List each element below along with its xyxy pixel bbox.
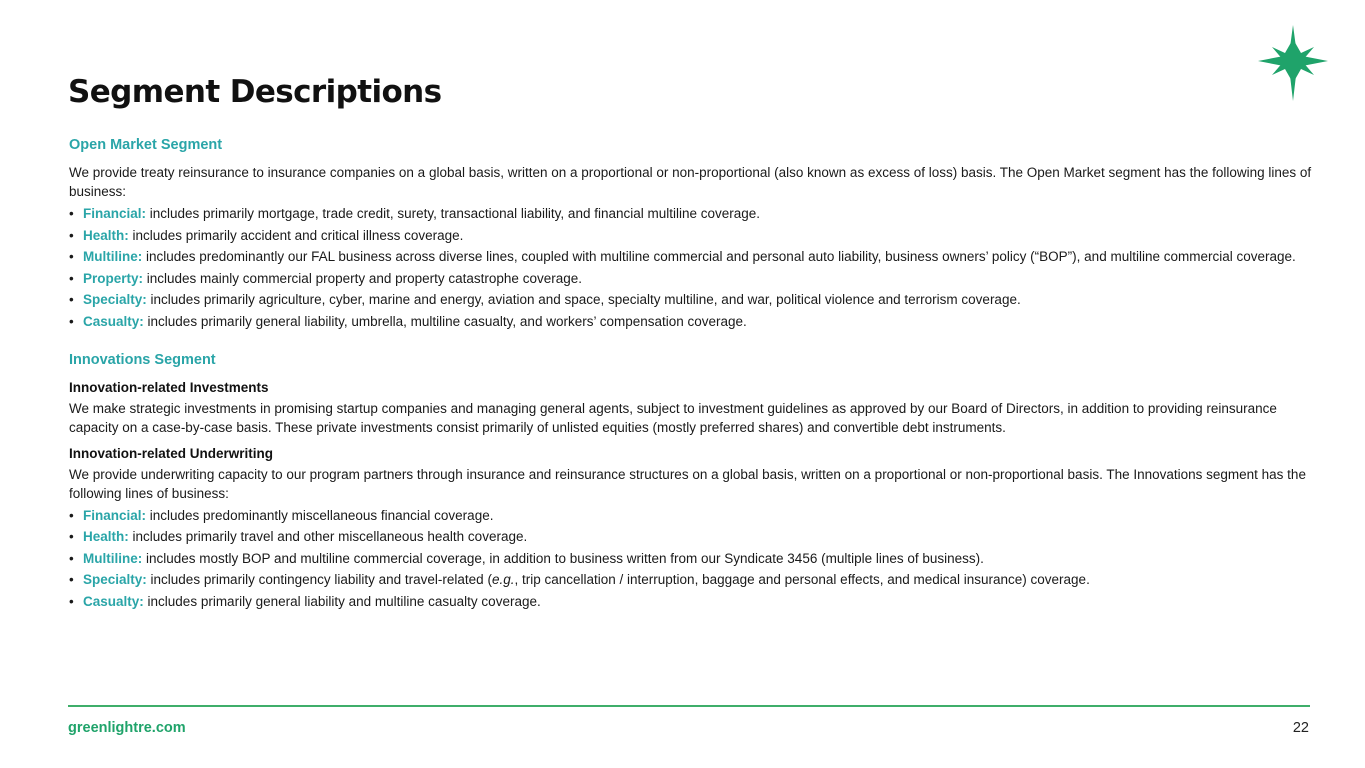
line-term: Casualty: <box>83 313 144 329</box>
innovations-lines-list <box>69 506 1319 611</box>
line-description: includes predominantly miscellaneous financial coverage. <box>146 507 494 523</box>
bullet-icon: • <box>69 270 74 286</box>
page-number: 22 <box>1292 720 1309 736</box>
line-term: Specialty: <box>83 292 147 307</box>
line-term: Property: <box>83 270 144 286</box>
list-item <box>69 570 1319 589</box>
bullet-icon: • <box>69 572 74 587</box>
line-description-italic: e.g. <box>491 572 515 587</box>
line-term: Multiline: <box>83 249 143 264</box>
page-title: Segment Descriptions <box>68 74 442 110</box>
line-term: Multiline: <box>83 550 143 566</box>
list-item <box>69 247 1319 266</box>
line-description: includes mainly commercial property and property catastrophe coverage. <box>143 270 582 286</box>
bullet-icon: • <box>69 593 74 609</box>
website-link[interactable]: greenlightre.com <box>68 720 186 736</box>
line-term: Health: <box>83 227 129 243</box>
line-description: includes primarily accident and critical illness coverage. <box>128 227 464 243</box>
line-description: includes primarily travel and other miscellaneous health coverage. <box>128 529 528 544</box>
list-item <box>69 312 1319 331</box>
bullet-icon: • <box>69 206 74 221</box>
list-item <box>69 204 1319 223</box>
bullet-icon: • <box>69 249 74 264</box>
investments-subheading: Innovation-related Investments <box>69 379 269 395</box>
bullet-icon: • <box>69 313 74 329</box>
line-description: includes primarily general liability and multiline casualty coverage. <box>143 593 541 609</box>
list-item <box>69 549 1319 568</box>
underwriting-subheading: Innovation-related Underwriting <box>69 445 274 461</box>
line-term: Health: <box>83 529 129 544</box>
open-market-intro: We provide treaty reinsurance to insurance companies on a global basis, written on a proportional or non-proportional (also known as excess of loss) basis. The Open Market segment has the following lines of business: <box>69 165 1312 199</box>
line-description: includes primarily general liability, umbrella, multiline casualty, and workers’ compensation coverage. <box>143 313 747 329</box>
open-market-heading: Open Market Segment <box>69 137 223 153</box>
bullet-icon: • <box>69 529 74 544</box>
green-star-icon <box>1258 25 1328 101</box>
list-item <box>69 527 1319 546</box>
list-item <box>69 290 1319 309</box>
line-term: Casualty: <box>83 593 144 609</box>
line-description: includes primarily agriculture, cyber, marine and energy, aviation and space, specialty multiline, and war, political violence and terrorism coverage. <box>146 292 1021 307</box>
line-description: includes mostly BOP and multiline commercial coverage, in addition to business written from our Syndicate 3456 (multiple lines of business). <box>142 550 984 566</box>
innovations-heading: Innovations Segment <box>69 351 216 368</box>
underwriting-text: We provide underwriting capacity to our program partners through insurance and reinsurance structures on a global basis, written on a proportional or non-proportional basis. The Innovations segment has the following lines of business: <box>69 466 1306 501</box>
line-term: Financial: <box>83 507 147 523</box>
line-description: includes primarily contingency liability and travel-related ( <box>146 572 492 587</box>
line-term: Specialty: <box>83 572 147 587</box>
bullet-icon: • <box>69 227 74 243</box>
list-item <box>69 506 1319 525</box>
line-description-continued: , trip cancellation / interruption, baggage and personal effects, and medical insurance) coverage. <box>514 572 1090 587</box>
list-item <box>69 592 1319 611</box>
line-term: Financial: <box>83 206 147 221</box>
footer-divider <box>68 705 1310 707</box>
investments-text: We make strategic investments in promising startup companies and managing general agents, subject to investment guidelines as approved by our Board of Directors, in addition to providing reinsurance capacity on a case-by-case basis. These private investments consist primarily of unlisted equities (mostly preferred shares) and convertible debt instruments. <box>69 400 1277 435</box>
bullet-icon: • <box>69 507 74 523</box>
list-item <box>69 269 1319 288</box>
content-body <box>69 136 1319 613</box>
bullet-icon: • <box>69 550 74 566</box>
open-market-lines-list <box>69 204 1319 331</box>
list-item <box>69 226 1319 245</box>
line-description: includes primarily mortgage, trade credit, surety, transactional liability, and financial multiline coverage. <box>146 206 761 221</box>
line-description: includes predominantly our FAL business across diverse lines, coupled with multiline commercial and personal auto liability, business owners’ policy (“BOP”), and multiline commercial coverage. <box>142 249 1296 264</box>
bullet-icon: • <box>69 292 74 307</box>
